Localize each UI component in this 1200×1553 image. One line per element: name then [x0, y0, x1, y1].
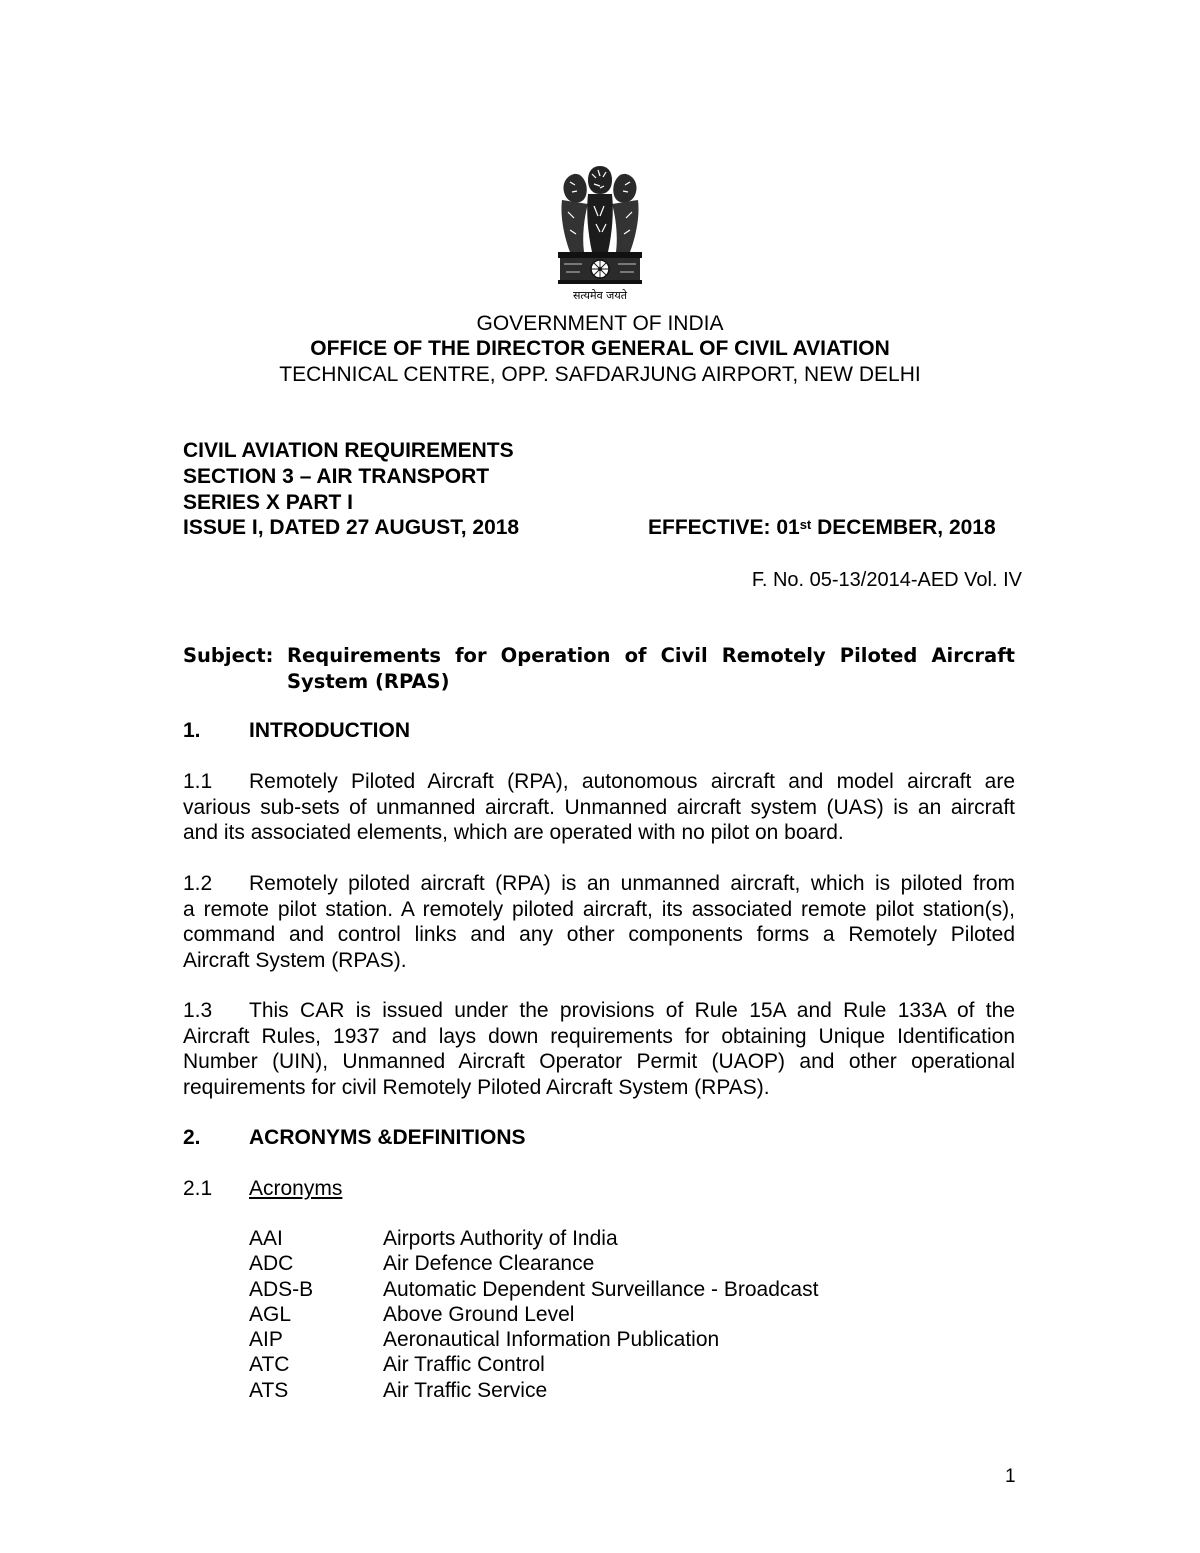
paragraph-line: Aircraft Rules, 1937 and lays down requirements for obtaining Unique Identification	[183, 1024, 1015, 1048]
subheading-number: 2.1	[183, 1177, 213, 1200]
paragraph-line	[183, 871, 1015, 897]
section-2-number: 2.	[183, 1126, 201, 1149]
car-section: SECTION 3 – AIR TRANSPORT	[183, 465, 490, 488]
national-emblem	[548, 160, 652, 310]
car-series: SERIES X PART I	[183, 491, 353, 514]
page-number: 1	[1005, 1466, 1016, 1487]
paragraph-line: Aircraft System (RPAS).	[183, 948, 407, 972]
acronym-abbr: AAI	[249, 1227, 283, 1250]
acronym-abbr: ATS	[249, 1378, 289, 1402]
acronym-abbr: ADC	[249, 1252, 294, 1276]
paragraph-line	[183, 769, 1015, 795]
acronyms-subheading	[183, 1176, 342, 1202]
paragraph-line: and its associated elements, which are operated with no pilot on board.	[183, 821, 844, 844]
acronym-abbr: AIP	[249, 1328, 283, 1352]
acronym-definition: Air Traffic Control	[383, 1353, 545, 1377]
acronym-abbr: ADS-B	[249, 1277, 314, 1301]
subject-text	[287, 643, 1015, 695]
subject-line-1: Requirements for Operation of Civil Remotely Piloted Aircraft	[287, 644, 1015, 667]
office-title: OFFICE OF THE DIRECTOR GENERAL OF CIVIL AVIATION	[310, 337, 890, 360]
subject-label: Subject:	[183, 644, 274, 667]
paragraph-line	[183, 998, 1015, 1024]
file-number: F. No. 05-13/2014-AED Vol. IV	[751, 569, 1022, 591]
paragraph-line: command and control links and any other components forms a Remotely Piloted	[183, 923, 1015, 946]
acronym-definition: Air Traffic Service	[383, 1378, 548, 1402]
paragraph-number: 1.3	[183, 999, 213, 1022]
emblem-motto: सत्यमेव जयते	[572, 289, 627, 302]
effective-date-prefix: EFFECTIVE: 01	[648, 516, 800, 539]
paragraph-text: Remotely piloted aircraft (RPA) is an unmanned aircraft, which is piloted from	[249, 872, 1015, 895]
paragraph-text: This CAR is issued under the provisions of Rule 15A and Rule 133A of the	[249, 999, 1015, 1022]
acronym-definition: Automatic Dependent Surveillance - Broadcast	[383, 1277, 819, 1301]
acronym-definition: Air Defence Clearance	[383, 1252, 595, 1276]
car-issue: ISSUE I, DATED 27 AUGUST, 2018	[183, 516, 520, 539]
effective-date-sup: st	[799, 517, 812, 532]
paragraph-number: 1.2	[183, 872, 213, 895]
paragraph-1-2	[183, 871, 1015, 973]
section-1-number: 1.	[183, 719, 201, 742]
section-1-title: INTRODUCTION	[249, 719, 410, 742]
paragraph-line: Number (UIN), Unmanned Aircraft Operator Permit (UAOP) and other operational	[183, 1050, 1015, 1073]
government-title: GOVERNMENT OF INDIA	[476, 312, 724, 335]
paragraph-text: Remotely Piloted Aircraft (RPA), autonomous aircraft and model aircraft are	[249, 770, 1015, 793]
section-2-title: ACRONYMS &DEFINITIONS	[249, 1126, 526, 1149]
acronym-definition: Aeronautical Information Publication	[383, 1328, 720, 1352]
acronym-definition: Airports Authority of India	[383, 1227, 618, 1250]
acronym-definition: Above Ground Level	[383, 1302, 575, 1326]
office-address: TECHNICAL CENTRE, OPP. SAFDARJUNG AIRPORT, NEW DELHI	[279, 363, 921, 386]
paragraph-line: requirements for civil Remotely Piloted Aircraft System (RPAS).	[183, 1075, 770, 1099]
subheading-title: Acronyms	[249, 1177, 343, 1200]
effective-date-suffix: DECEMBER, 2018	[811, 516, 996, 539]
car-title: CIVIL AVIATION REQUIREMENTS	[183, 439, 514, 462]
paragraph-1-3	[183, 998, 1015, 1100]
paragraph-number: 1.1	[183, 770, 213, 793]
acronym-abbr: AGL	[249, 1302, 292, 1326]
subject-line-2: System (RPAS)	[287, 670, 450, 693]
paragraph-1-1	[183, 769, 1015, 846]
paragraph-line: various sub-sets of unmanned aircraft. Unmanned aircraft system (UAS) is an aircraft	[183, 795, 1015, 819]
acronym-abbr: ATC	[249, 1353, 290, 1377]
paragraph-line: a remote pilot station. A remotely piloted aircraft, its associated remote pilot station(s),	[183, 897, 1015, 921]
effective-date	[648, 515, 996, 540]
